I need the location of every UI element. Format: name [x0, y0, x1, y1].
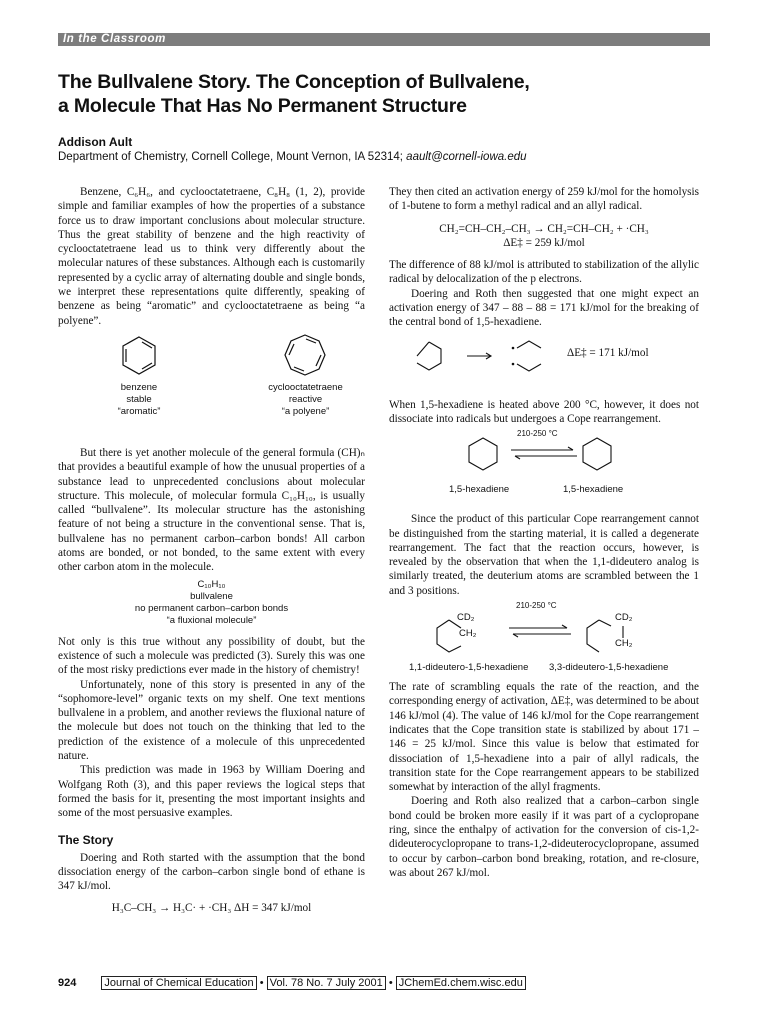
- equation-butene: CH₂=CH–CH₂–CH₃ → CH₂=CH–CH₂ + ·CH₃: [439, 222, 649, 235]
- paragraph: Benzene, C₆H₆, and cyclooctatetraene, C₈H₈ (1, 2), provide simple and familiar examples of how the properties of a substance force us to draw important conclusions about molecular structure. Thus the great stability of benzene and the high reactivity of cyclooctatetraene lead us to think very differently about the molecular natures of these substances. Although each is customarily represented by a cyclic array of alternating double and single bonds, we interpret these representations quite differently, speaking of benzene as being “aromatic” and cyclooctatetraene as being “a polyene”.: [58, 186, 365, 327]
- affiliation-text: Department of Chemistry, Cornell College, Mount Vernon, IA 52314;: [58, 151, 407, 163]
- column-right: [389, 185, 699, 880]
- bullvalene-note: no permanent carbon–carbon bonds: [134, 602, 289, 614]
- figure-cope: [389, 426, 699, 512]
- paragraph: But there is yet another molecule of the general formula (CH)ₙ that provides a beautiful example of how the unusual properties of a substance lead to unprecedented conclusions about molecular structure. This molecule, of molecular formula C₁₀H₁₀, is usually called “bullvalene”. Its molecular structure has the astonishing feature of not being a structure in the conventional sense. That is, bullvalene has no permanent carbon–carbon bonds! All carbon atoms are bonded, or not bonded, to the same extent with every other carbon atom in the molecule.: [58, 446, 365, 574]
- deut-product-cd2: CD₂: [615, 612, 633, 624]
- section-banner: [58, 33, 710, 46]
- hexadiene-activation-energy: ΔE‡ = 171 kJ/mol: [567, 346, 649, 359]
- column-left: [58, 185, 365, 915]
- deut-temperature: 210-250 °C: [516, 601, 557, 611]
- deut-left-label: 1,1-dideutero-1,5-hexadiene: [409, 662, 529, 674]
- paragraph: Unfortunately, none of this story is presented in any of the “sophomore-level” organic texts on my shelf. One text mentions bullvalene in a problem, and another reviews the fluxional nature of the molecule but does not touch on the thinking that led to the prediction of the existence of a molecule of this unprecedented nature.: [58, 678, 365, 763]
- figure-bullvalene: [58, 579, 365, 627]
- footer-bullet: •: [388, 977, 393, 989]
- bullvalene-name: bullvalene: [190, 590, 233, 602]
- volume-link[interactable]: Vol. 78 No. 7 July 2001: [267, 976, 386, 990]
- cot-property: reactive: [288, 393, 323, 405]
- benzene-property: stable: [126, 393, 152, 405]
- figure-hexadiene-radicals: [389, 330, 699, 398]
- allyl-radical-top: [517, 341, 541, 348]
- section-label: In the Classroom: [63, 33, 166, 45]
- hexadiene-scheme: [389, 336, 699, 396]
- author-name: Addison Ault: [58, 135, 133, 149]
- equation-butene-energy: ΔE‡ = 259 kJ/mol: [503, 236, 585, 249]
- benzene-label: [103, 382, 175, 418]
- cope-temperature: 210-250 °C: [517, 429, 558, 439]
- title-line-2: a Molecule That Has No Permanent Structure: [58, 95, 467, 117]
- paragraph: This prediction was made in 1963 by William Doering and Wolfgang Roth (3), and this paper reviews the logical steps that formed the basis for it, presenting the most important insights and some of the most persuasive examples.: [58, 764, 365, 820]
- journal-link[interactable]: Journal of Chemical Education: [101, 976, 256, 990]
- author-email[interactable]: aault@cornell-iowa.edu: [406, 151, 527, 163]
- deut-reactant-ch2: CH₂: [459, 628, 477, 640]
- deuterium-scheme: [389, 606, 699, 661]
- figure-deuterium: [389, 598, 699, 680]
- paragraph: The rate of scrambling equals the rate of the reaction, and the corresponding energy of activation, ΔE‡, was determined to be about 146 kJ/mol (4). The value of 146 kJ/mol for the Cope rearrangement indicates that the Cope transition state is stabilized by about 171 – 146 = 25 kJ/mol. Since this value is below that estimated for dissociation of 1,5-hexadiene into a pair of allyl radicals, the transition state for the Cope rearrangement appears to be stabilized somewhat by interaction of the allyl fragments.: [389, 681, 699, 794]
- benzene-name: benzene: [120, 381, 158, 393]
- paragraph: Since the product of this particular Cope rearrangement cannot be distinguished from the starting material, it is called a degenerate rearrangement. The fact that the reaction occurs, however, is revealed by the observation that when the 1,1-dideutero analog is similarly treated, the deuterium atoms are scrambled between the 1 and 3 positions.: [389, 513, 699, 597]
- cope-reactant-ring: [469, 438, 497, 470]
- title-line-1: The Bullvalene Story. The Conception of Bullvalene,: [58, 71, 530, 93]
- equation-ethane: H₃C–CH₃ → H₃C· + ·CH₃ ΔH = 347 kJ/mol: [111, 901, 312, 914]
- cope-right-label: 1,5-hexadiene: [563, 484, 624, 496]
- cot-class: “a polyene”: [281, 405, 330, 417]
- footer-bullet: •: [259, 977, 264, 989]
- cope-left-label: 1,5-hexadiene: [449, 484, 510, 496]
- deut-right-label: 3,3-dideutero-1,5-hexadiene: [549, 662, 669, 674]
- bullvalene-class: “a fluxional molecule”: [166, 614, 257, 626]
- cot-name: cyclooctatetraene: [268, 381, 343, 393]
- benzene-ring: [123, 337, 155, 374]
- cope-product-ring: [583, 438, 611, 470]
- paragraph: They then cited an activation energy of 259 kJ/mol for the homolysis of 1-butene to form a methyl radical and an allyl radical.: [389, 186, 699, 213]
- paragraph: Doering and Roth started with the assumption that the bond dissociation energy of the carbon–carbon single bond of ethane is 347 kJ/mol.: [58, 851, 365, 893]
- article-title: [58, 70, 698, 118]
- deut-reactant-cd2: CD₂: [457, 612, 475, 624]
- paragraph: When 1,5-hexadiene is heated above 200 °C, however, it does not dissociate into radicals but undergoes a Cope rearrangement.: [389, 398, 699, 425]
- paragraph: Doering and Roth also realized that a carbon–carbon single bond could be broken more easily if it was part of a cyclopropane ring, since the enthalpy of activation for the conversion of cis-1,2-dideuterocyclopropane to trans-1,2-dideuterocyclopropane, assumed to occur by carbon–carbon bond breaking, rotation, and re-closure, was about 267 kJ/mol.: [389, 795, 699, 879]
- bullvalene-formula: C₁₀H₁₀: [197, 578, 226, 590]
- affiliation: [58, 151, 527, 163]
- section-heading: The Story: [58, 832, 114, 847]
- page-number: 924: [58, 977, 77, 989]
- website-link[interactable]: JChemEd.chem.wisc.edu: [396, 976, 526, 990]
- benzene-class: “aromatic”: [117, 405, 161, 417]
- deut-product-ch2: CH₂: [615, 638, 633, 650]
- figure-benzene-cot: [58, 328, 365, 446]
- hexadiene-chain: [417, 342, 441, 370]
- cot-label: [253, 382, 358, 418]
- paragraph: Doering and Roth then suggested that one might expect an activation energy of 347 – 88 – 88 = 171 kJ/mol for the breaking of the central bond of 1,5-hexadiene.: [389, 287, 699, 329]
- page-footer: [58, 977, 710, 997]
- paragraph: The difference of 88 kJ/mol is attributed to stabilization of the allylic radical by delocalization of the p electrons.: [389, 259, 699, 286]
- allyl-radical-bottom: [517, 364, 541, 371]
- cyclooctatetraene-ring: [285, 335, 325, 375]
- paragraph: Not only is this true without any possibility of doubt, but the existence of such a molecule was predicted (3). Surely this was one of the most risky predictions ever made in the history of chemistry!: [58, 635, 365, 677]
